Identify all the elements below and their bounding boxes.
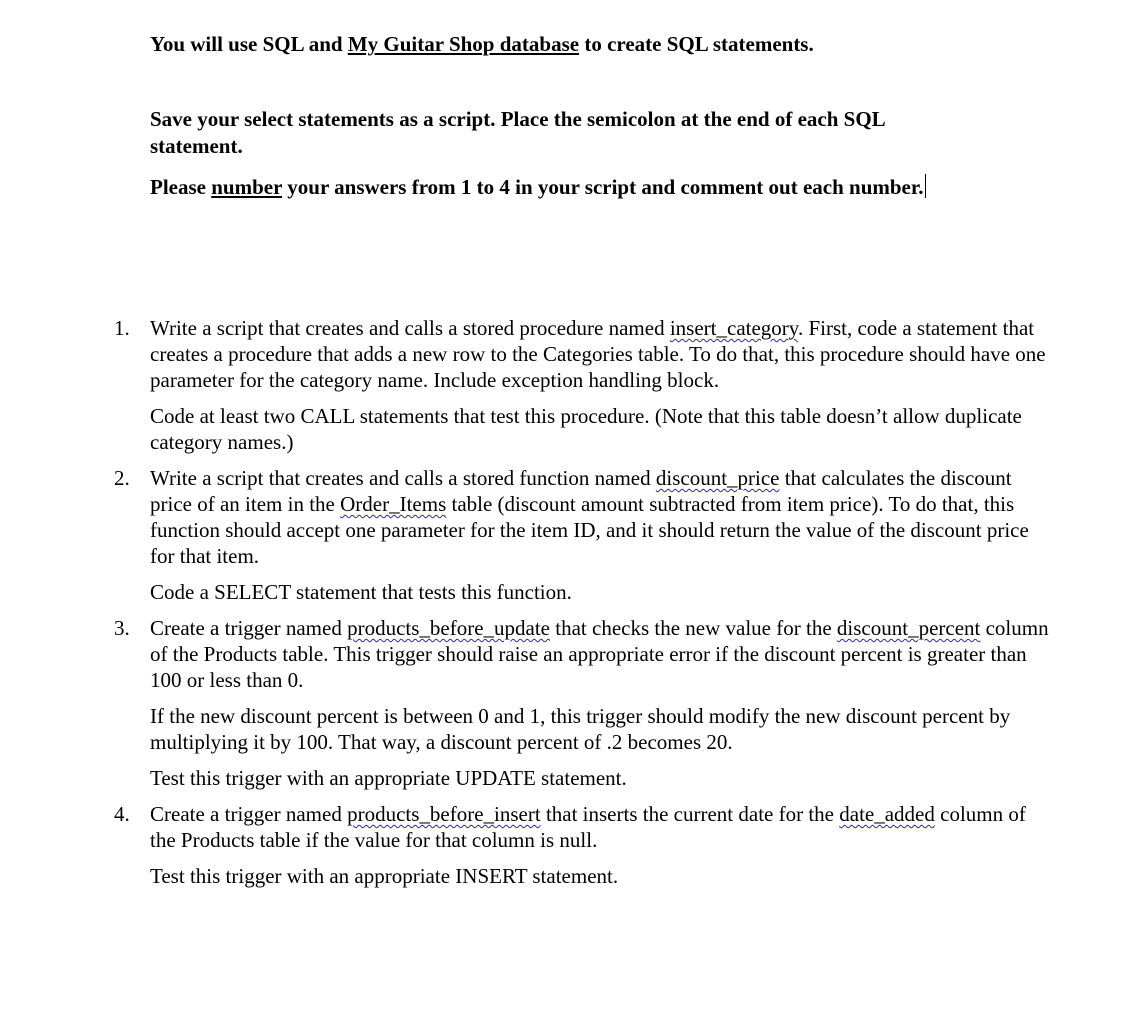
intro-line-3-before: Please (150, 175, 212, 199)
task-note: If the new discount percent is between 0 and 1, this trigger should modify the new discount percent by multiplying it by 100. That way, a discount percent of .2 becomes 20. (150, 704, 1011, 754)
task-text: table (discount amount subtracted from item price). To do that, this function should accept one parameter for the item ID, and it should return the value of the discount price for that item. (150, 492, 1029, 568)
task-number: 3. (114, 616, 130, 640)
task-description (150, 465, 1055, 569)
intro-line-1-after: to create SQL statements. (579, 32, 814, 56)
task-number: 1. (114, 316, 130, 340)
intro-line-3-emphasis: number (211, 175, 283, 199)
spellcheck-word: date_added (839, 802, 935, 826)
spellcheck-word: discount_price (655, 466, 780, 490)
task-text: that inserts the current date for the (540, 802, 840, 826)
intro-line-3-after: your answers from 1 to 4 in your script and comment out each number. (282, 175, 924, 199)
task-note: Code a SELECT statement that tests this function. (150, 580, 572, 604)
text-cursor (925, 174, 926, 198)
task-1 (0, 315, 1055, 455)
spellcheck-word: insert_category (669, 316, 798, 340)
guitar-shop-database-link[interactable]: My Guitar Shop database (347, 32, 580, 56)
task-text: that calculates the discount price of an item in the (150, 466, 1012, 516)
task-text: . First, code a statement that creates a procedure that adds a new row to the Categories table. To do that, this procedure should have one parameter for the category name. Include exception handling block. (150, 316, 1046, 392)
spellcheck-word: Order_Items (340, 492, 447, 516)
task-number: 4. (114, 802, 130, 826)
task-text: Write a script that creates and calls a stored procedure named (150, 316, 670, 340)
task-note: Code at least two CALL statements that test this procedure. (Note that this table doesn’t allow duplicate category names.) (150, 404, 1022, 454)
task-number: 2. (114, 466, 130, 490)
task-text: Create a trigger named (150, 802, 348, 826)
task-text: that checks the new value for the (550, 616, 837, 640)
task-4 (0, 801, 1055, 889)
task-description (150, 615, 1055, 693)
intro-line-3 (150, 174, 970, 201)
task-description (150, 315, 1055, 393)
task-2 (0, 465, 1055, 605)
task-text: Create a trigger named (150, 616, 348, 640)
intro-line-2: Save your select statements as a script. Place the semicolon at the end of each SQL statement. (150, 107, 885, 158)
task-text: column of the Products table if the value for that column is null. (150, 802, 1026, 852)
task-list (0, 315, 1126, 899)
task-note: Test this trigger with an appropriate INSERT statement. (150, 864, 619, 888)
spellcheck-word: products_before_update (347, 616, 551, 640)
task-description (150, 801, 1055, 853)
task-text: Write a script that creates and calls a stored function named (150, 466, 656, 490)
task-3 (0, 615, 1055, 791)
intro-line-1-before: You will use SQL and (150, 32, 348, 56)
spellcheck-word: discount_percent (836, 616, 981, 640)
intro-line-1 (150, 31, 970, 58)
spellcheck-word: products_before_insert (347, 802, 541, 826)
task-note: Test this trigger with an appropriate UPDATE statement. (150, 766, 627, 790)
task-text: column of the Products table. This trigger should raise an appropriate error if the discount percent is greater than 100 or less than 0. (150, 616, 1049, 692)
